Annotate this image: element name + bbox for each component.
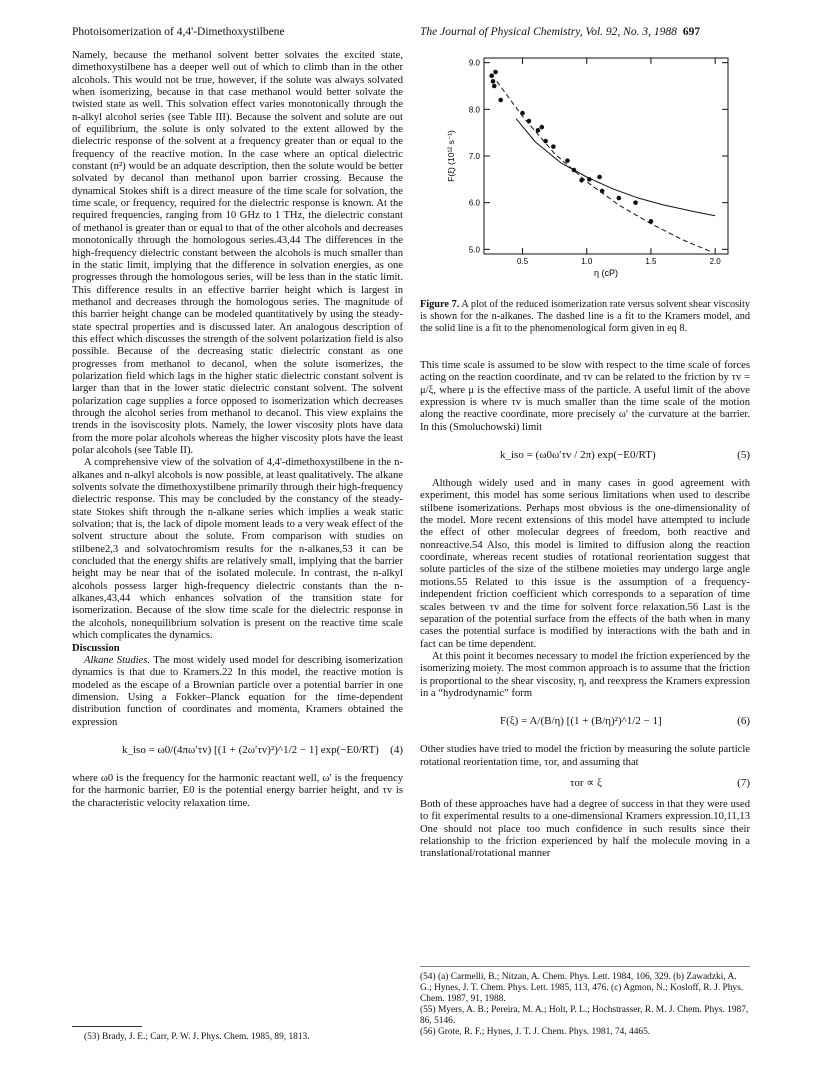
x-tick-label: 0.5 xyxy=(516,257,529,266)
equation-number: (6) xyxy=(737,715,750,728)
x-tick-label: 1.5 xyxy=(645,257,657,266)
running-header-right xyxy=(420,26,700,38)
y-tick-label: 9.0 xyxy=(468,58,480,68)
data-point xyxy=(565,158,570,163)
footnote-rule xyxy=(72,1026,142,1027)
data-point xyxy=(551,144,556,149)
footnote-54: (54) (a) Carmelli, B.; Nitzan, A. Chem. Phys. Lett. 1984, 106, 329. (b) Zawadzki, A. G.; Hynes, J. T. Chem. Phys. Lett. 1985, 113, 476. (c) Agmon, N.; Kosloff, R. J. Phys. Chem. 1987, 91, 1988. xyxy=(420,972,744,1004)
paragraph: Although widely used and in many cases in good agreement with experiment, this model has some serious limitations when used to describe stilbene isomerizations. Perhaps most obvious is the one-dimensionality of the model. More recent extensions of this model have attempted to include the effect of other molecular degrees of freedom, both reactive and nonreactive.54 Also, this model is limited to diffusion along the reaction coordinate, whereas recent studies of rotational reorientation suggest that solute particles of the size of the stilbene moieties may undergo large angle motions.55 Related to this issue is the assumption of a frequency-independent friction coefficient which corresponds to a separation of time scales between τv and the time for solvent force relaxation.56 Last is the separation of the potential surface from the effects of the bath when in many cases the potential surface is modified by interactions with the bath and in fact can be time dependent. xyxy=(420,478,750,650)
y-tick-label: 7.0 xyxy=(468,152,480,161)
figure-7-chart xyxy=(420,46,750,296)
y-axis-label: F(ξ) (10¹² s⁻¹) xyxy=(446,130,456,182)
data-point xyxy=(633,200,638,205)
phenomenological-fit-line xyxy=(516,119,715,216)
left-column xyxy=(72,50,403,810)
equation-body: τor ∝ ξ xyxy=(570,776,602,789)
equation-body: k_iso = (ω0ω′τv / 2π) exp(−E0/RT) xyxy=(500,449,656,462)
data-point xyxy=(536,128,541,133)
x-tick-label: 1.0 xyxy=(581,257,593,266)
y-tick-label: 8.0 xyxy=(468,105,480,115)
footnote-55: (55) Myers, A. B.; Pereira, M. A.; Holt, P. L.; Hochstrasser, R. M. J. Chem. Phys. 1987, 86, 5146. xyxy=(420,1005,749,1026)
data-point xyxy=(520,111,525,116)
paragraph: Namely, because the methanol solvent better solvates the excited state, dimethoxystilbene has a deeper well out of which to climb than in the other alcohols. This would not be true, however, if the solute was always solvated when isomerizing, because in that case methanol would better solvate the twisted state as well. This solvation effect varies monotonically through the n-alkyl alcohol series (see Table III). Because the solvent and solute are out of equilibrium, the solute is only solvated to the extent allowed by the dielectric response of the solvent at a frequency greater than or equal to the frequency of the reactive motion. In the case where an optical dielectric constant (n²) would be an adquate description, then the solute would be better solvated by decanol than methanol upon barrier crossing. Because the dynamical Stokes shift is a direct measure of the time scale for solvation, the time scale, or frequency, required for the dielectric response is known. At the required frequencies, ranging from 10 GHz to 1 THz, the dielectric constant of methanol is greater than or equal to that of the other alcohols and decreases monotonically through the homologous series.43,44 The differences in the high-frequency dielectric constant between the alcohols is much smaller than in the static limit, implying that the difference in solvation energies, as one progresses through the homologous series, will be less than in the static limit. This difference results in an effective barrier height which is largest in methanol and decreases through the homologous series. The magnitude of this barrier height change can be modeled quantitatively by using the steady-state spectral properties and is discussed later. An analogous description of this effect which discusses the strength of the solvent polarization field is also possible. Because of the decreasing static dielectric constant as one progresses from methanol to decanol, when the solute isomerizes, the polarization field which lags in the higher static dielectric constant solvent is larger than that in the lower static dielectric constant solvent. The solvent polarization cage supplies a force opposed to isomerization which decreases through the alcohol series from methanol to decanol. This view explains the trends in the isoviscosity plots. Namely, the lower viscosity plots have data from the more polar alcohols whereas the higher viscosity plots have the least polar alcohols (see Table II). xyxy=(72,50,403,456)
right-column xyxy=(420,360,750,861)
equation-number: (7) xyxy=(737,776,750,789)
x-axis-label: η (cP) xyxy=(593,268,619,278)
data-point xyxy=(597,175,602,180)
kramers-fit-line xyxy=(497,81,712,251)
running-header-left: Photoisomerization of 4,4'-Dimethoxystilbene xyxy=(72,26,285,38)
paragraph: This time scale is assumed to be slow with respect to the time scale of forces acting on the reaction coordinate, and τv can be related to the friction by τv = μ/ξ, where μ is the effective mass of the particle. A useful limit of the above expression is where τv is much smaller than the time scale of the motion along the reactive coordinate, more precisely ω′ the curvature at the barrier. In this (Smoluchowski) limit xyxy=(420,360,750,433)
page-number: 697 xyxy=(682,26,701,38)
footnote-53: (53) Brady, J. E.; Carr, P. W. J. Phys. Chem. 1985, 89, 1813. xyxy=(84,1032,310,1042)
figure-caption xyxy=(420,299,750,336)
data-point xyxy=(539,125,544,130)
caption-text: A plot of the reduced isomerization rate versus solvent shear viscosity is shown for the n-alkanes. The dashed line is a fit to the Kramers model, and the solid line is a fit to the phenomenological form given in eq 8. xyxy=(420,299,751,335)
paragraph: At this point it becomes necessary to model the friction experienced by the isomerizing moiety. The most common approach is to assume that the friction is proportional to the shear viscosity, η, and reexpress the Kramers expression in a “hydrodynamic” form xyxy=(420,650,750,699)
footnotes-right xyxy=(420,972,750,1038)
plot-frame xyxy=(484,58,728,254)
data-point xyxy=(617,196,622,201)
footnote-56: (56) Grote, R. F.; Hynes, J. T. J. Chem. Phys. 1981, 74, 4465. xyxy=(420,1027,651,1037)
section-heading: Discussion xyxy=(72,642,120,654)
equation-4 xyxy=(72,735,403,767)
equation-number: (5) xyxy=(737,449,750,462)
data-point xyxy=(493,70,498,75)
paragraph: Both of these approaches have had a degree of success in that they were used to fit experimental results to a one-dimensional Kramers expression.10,11,13 One should not place too much confidence in such results since their relationship to the friction experienced by half the molecule moving in a translational/rotational manner xyxy=(420,798,750,860)
journal-citation: The Journal of Physical Chemistry, Vol. 92, No. 3, 1988 xyxy=(420,26,677,38)
data-point xyxy=(527,119,532,124)
footnote-rule xyxy=(420,966,750,967)
paragraph: Other studies have tried to model the friction by measuring the solute particle rotational reorientation time, τor, and assuming that xyxy=(420,744,750,768)
equation-6 xyxy=(420,706,750,738)
subsection-title: Alkane Studies. xyxy=(84,654,151,666)
data-point xyxy=(492,84,497,89)
data-point xyxy=(600,189,605,194)
data-point xyxy=(587,177,592,182)
x-tick-label: 2.0 xyxy=(709,257,721,266)
data-point xyxy=(491,79,496,84)
data-point xyxy=(579,178,584,183)
paragraph: where ω0 is the frequency for the harmonic reactant well, ω′ is the frequency for the harmonic barrier, E0 is the potential energy barrier height, and τv is the characteristic velocity relaxation time. xyxy=(72,772,403,809)
data-point xyxy=(489,73,494,78)
y-tick-label: 6.0 xyxy=(468,198,480,208)
data-point xyxy=(572,168,577,173)
equation-body: F(ξ) = A/(B/η) [(1 + (B/η)²)^1/2 − 1] xyxy=(500,715,662,728)
paragraph xyxy=(72,655,403,729)
caption-label: Figure 7. xyxy=(420,299,460,310)
equation-number: (4) xyxy=(390,743,403,756)
data-point xyxy=(498,98,503,103)
data-point xyxy=(649,219,654,224)
equation-7 xyxy=(420,773,750,795)
data-point xyxy=(543,139,548,144)
equation-body: k_iso = ω0/(4πω′τv) [(1 + (2ω′τv)²)^1/2 − 1] exp(−E0/RT) xyxy=(122,743,379,756)
paragraph: A comprehensive view of the solvation of 4,4'-dimethoxystilbene in the n-alkanes and n-alkyl alcohols is now possible, at least qualitatively. The alkane solvents solvate the dimethoxystilbene primarily through their high-frequency dielectric response. This may be concluded by the constancy of the steady-state Stokes shift through the n-alkane series which implies a weak static solvation; that is, the lack of dipole moment leads to a very weak effect of the solvent structure about the solute. From comparison with studies on stilbene2,3 and solvatochromism results for the n-alkanes,53 it can be concluded that the energy shifts are relatively small, implying that the barrier height may be near that of the isolated molecule. In contrast, the n-alkyl alcohols possess larger high-frequency dielectric constants than the n-alkanes,43,44 which enhances solvation of the transition state for isomerization. Because of the slow time scale for the dielectric response in the alcohols, nonequilibrium solvation is present on the reactive time scale which complicates the dynamics. xyxy=(72,457,403,642)
plot-area xyxy=(446,58,728,278)
paragraph-text: The most widely used model for describing isomerization dynamics is that due to Kramers.22 In this model, the reactive motion is modeled as the escape of a Brownian particle over a potential barrier in one dimension. Using a Fokker–Planck equation for the time-dependent distribution function of coordinates and momenta, Kramers obtained the expression xyxy=(72,654,403,728)
equation-5 xyxy=(420,440,750,472)
y-tick-label: 5.0 xyxy=(468,245,480,255)
